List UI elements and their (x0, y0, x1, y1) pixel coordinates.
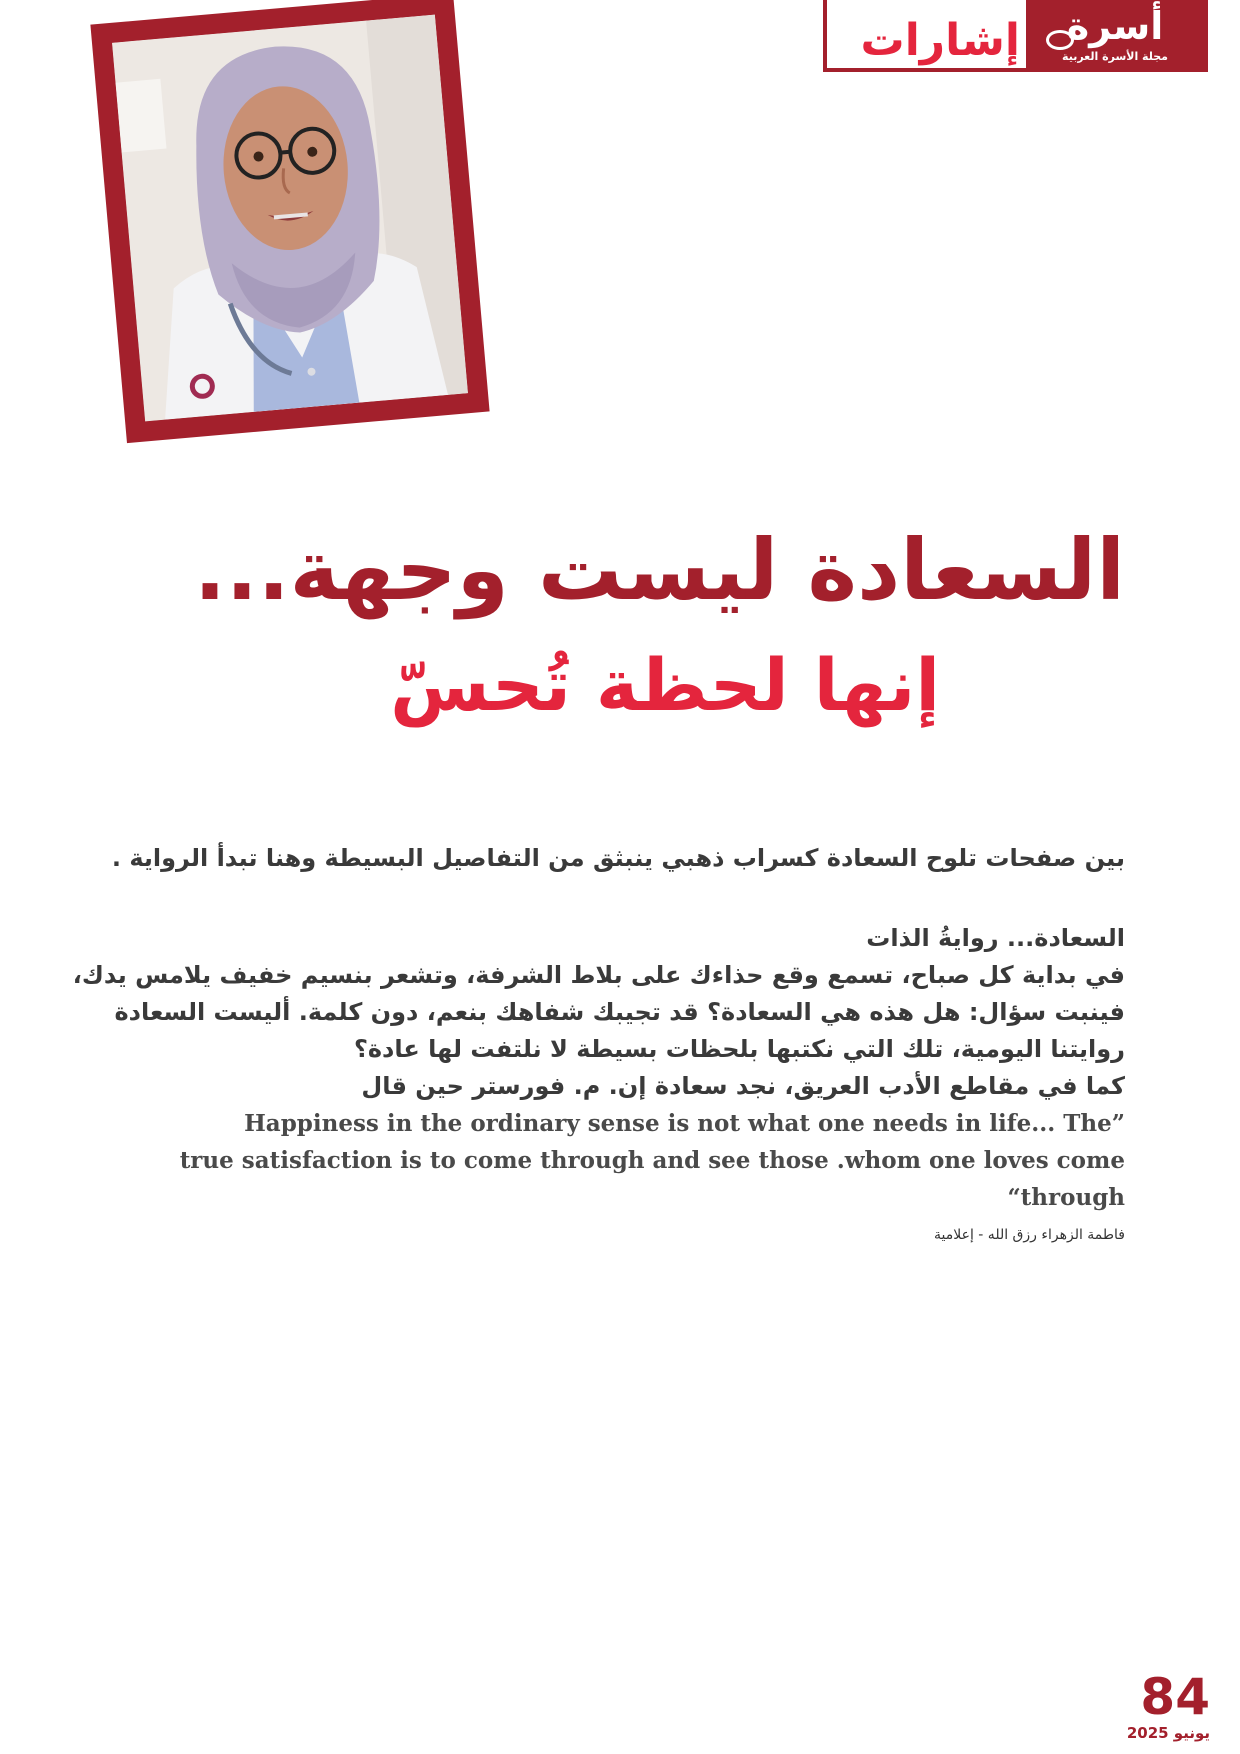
section-title: إشارات (860, 15, 1020, 66)
forster-quote-line: “through (1007, 1184, 1125, 1211)
article-paragraph-line: روايتنا اليومية، تلك التي نكتبها بلحظات بسيطة لا نلتفت لها عادة؟ (353, 1035, 1125, 1063)
article-paragraph-line: في بداية كل صباح، تسمع وقع حذاءك على بلاط الشرفة، وتشعر بنسيم خفيف يلامس يدك، (72, 961, 1125, 989)
page-number: 84 (1140, 1668, 1210, 1726)
logo-wordmark: أسرة (1066, 4, 1164, 48)
author-byline: فاطمة الزهراء رزق الله - إعلامية (934, 1227, 1125, 1243)
forster-quote-line: Happiness in the ordinary sense is not what one needs in life... The” (244, 1110, 1125, 1137)
author-portrait-illustration (112, 15, 468, 422)
headline-line-2: إنها لحظة تُحسّ (390, 643, 940, 727)
headline-line-1: السعادة ليست وجهة... (193, 521, 1125, 619)
author-photo (112, 15, 468, 422)
article-paragraph-line: كما في مقاطع الأدب العريق، نجد سعادة إن. م. فورستر حين قال (361, 1072, 1125, 1100)
forster-quote-line: true satisfaction is to come through and see those .whom one loves come (179, 1147, 1125, 1174)
article-intro: بين صفحات تلوح السعادة كسراب ذهبي ينبثق من التفاصيل البسيطة وهنا تبدأ الرواية . (111, 844, 1125, 872)
article-subheading: السعادة... روايةُ الذات (866, 924, 1125, 952)
issue-date: يونيو 2025 (1126, 1724, 1210, 1742)
author-photo-frame (90, 0, 489, 443)
logo-ring-icon (1046, 30, 1074, 50)
logo-subtitle: مجلة الأسرة العربية (1062, 50, 1168, 63)
article-paragraph-line: فينبت سؤال: هل هذه هي السعادة؟ قد تجيبك شفاهك بنعم، دون كلمة. أليست السعادة (114, 998, 1125, 1026)
